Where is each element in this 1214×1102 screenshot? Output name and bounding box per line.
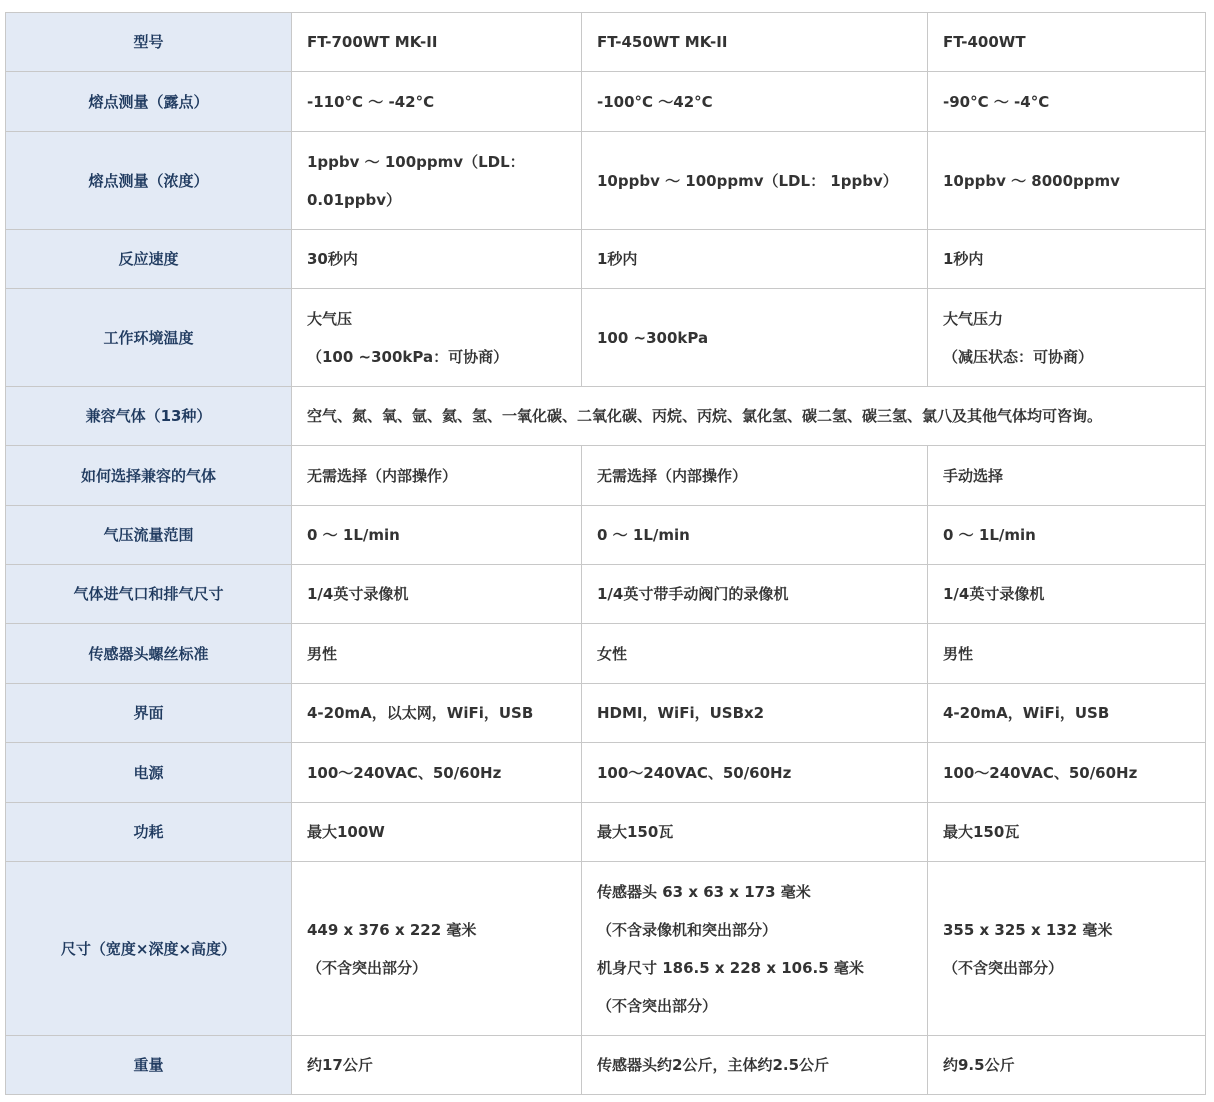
cell-text-line: 0 ～ 1L/min: [943, 526, 1036, 544]
table-cell-ft-700wt: [292, 132, 582, 230]
table-cell-ft-400wt: [928, 132, 1206, 230]
cell-text-line: HDMI，WiFi，USBx2: [597, 704, 765, 722]
table-row: [6, 72, 1206, 132]
cell-text-line: 4-20mA，以太网，WiFi，USB: [307, 704, 534, 722]
cell-text-line: FT-450WT MK-II: [597, 33, 728, 51]
cell-text-line: 10ppbv ～ 100ppmv（LDL： 1ppbv）: [597, 171, 898, 190]
cell-text-line: 1/4英寸带手动阀门的录像机: [597, 585, 789, 603]
table-cell-ft-700wt: [292, 684, 582, 743]
cell-text-line: 大气压力: [943, 309, 1004, 328]
table-row: [6, 624, 1206, 684]
cell-text-line: （减压状态：可协商）: [943, 347, 1094, 366]
table-row: [6, 743, 1206, 803]
table-cell-ft-450wt: [582, 803, 928, 862]
cell-text-line: 最大100W: [307, 823, 385, 841]
row-header: 电源: [6, 743, 292, 803]
row-header: 熔点测量（浓度）: [6, 132, 292, 230]
table-cell-ft-450wt: [582, 565, 928, 624]
table-cell-ft-700wt: [292, 803, 582, 862]
table-cell-ft-700wt: [292, 1036, 582, 1095]
cell-text-line: 大气压: [307, 309, 353, 328]
table-cell-ft-700wt: [292, 289, 582, 387]
cell-text-line: 男性: [943, 644, 974, 663]
table-row: [6, 803, 1206, 862]
cell-text-line: FT-400WT: [943, 33, 1026, 51]
table-cell-ft-450wt: [582, 13, 928, 72]
table-cell-ft-700wt: [292, 446, 582, 506]
row-header: 熔点测量（露点）: [6, 72, 292, 132]
cell-text-line: （不含突出部分）: [307, 958, 428, 977]
cell-text-line: （不含录像机和突出部分）: [597, 920, 778, 939]
cell-text-line: 10ppbv ～ 8000ppmv: [943, 171, 1120, 190]
cell-text-line: （不含突出部分）: [943, 958, 1064, 977]
spec-table-body: [6, 13, 1206, 1095]
table-cell-ft-700wt: [292, 565, 582, 624]
row-header: 兼容气体（13种）: [6, 387, 292, 446]
table-cell-ft-400wt: [928, 624, 1206, 684]
cell-text-line: 1ppbv ～ 100ppmv（LDL：: [307, 152, 525, 171]
cell-text-line: 4-20mA，WiFi，USB: [943, 704, 1110, 722]
table-row: [6, 1036, 1206, 1095]
table-cell-ft-700wt: [292, 743, 582, 803]
cell-text-line: （不含突出部分）: [597, 996, 718, 1015]
table-cell-ft-400wt: [928, 565, 1206, 624]
table-cell-ft-700wt: [292, 72, 582, 132]
table-cell-ft-450wt: [582, 862, 928, 1036]
table-cell-ft-400wt: [928, 446, 1206, 506]
cell-text-line: 449 x 376 x 222 毫米: [307, 920, 477, 939]
table-cell-ft-700wt: [292, 624, 582, 684]
table-cell-all-models: [292, 387, 1206, 446]
cell-text-line: -100°C ～42°C: [597, 92, 713, 111]
cell-text-line: 约9.5公斤: [943, 1056, 1015, 1074]
row-header: 重量: [6, 1036, 292, 1095]
cell-text-line: 0 ～ 1L/min: [307, 526, 400, 544]
cell-text-line: 传感器头 63 x 63 x 173 毫米: [597, 882, 811, 901]
table-cell-ft-450wt: [582, 1036, 928, 1095]
cell-text-line: 男性: [307, 644, 338, 663]
table-row: [6, 862, 1206, 1036]
cell-text-line: 355 x 325 x 132 毫米: [943, 920, 1113, 939]
table-cell-ft-400wt: [928, 506, 1206, 565]
cell-text-line: 100～240VAC、50/60Hz: [307, 763, 502, 782]
table-cell-ft-450wt: [582, 289, 928, 387]
table-cell-ft-450wt: [582, 743, 928, 803]
row-header: 传感器头螺丝标准: [6, 624, 292, 684]
row-header: 尺寸（宽度×深度×高度）: [6, 862, 292, 1036]
table-row: [6, 387, 1206, 446]
table-row: [6, 565, 1206, 624]
table-cell-ft-400wt: [928, 1036, 1206, 1095]
table-row: [6, 13, 1206, 72]
cell-text-line: -110°C ～ -42°C: [307, 92, 435, 111]
table-cell-ft-450wt: [582, 506, 928, 565]
cell-text-line: 手动选择: [943, 466, 1004, 485]
spec-comparison-table: [5, 12, 1206, 1095]
cell-text-line: 空气、氮、氧、氩、氦、氢、一氧化碳、二氧化碳、丙烷、丙烷、氯化氢、碳二氢、碳三氢、氯八及其他气体均可咨询。: [307, 407, 1103, 425]
table-cell-ft-450wt: [582, 684, 928, 743]
row-header: 型号: [6, 13, 292, 72]
cell-text-line: 100～240VAC、50/60Hz: [597, 763, 792, 782]
row-header: 气体进气口和排气尺寸: [6, 565, 292, 624]
table-cell-ft-400wt: [928, 862, 1206, 1036]
row-header: 工作环境温度: [6, 289, 292, 387]
cell-text-line: 0 ～ 1L/min: [597, 526, 690, 544]
cell-text-line: 机身尺寸 186.5 x 228 x 106.5 毫米: [597, 958, 864, 977]
cell-text-line: 最大150瓦: [597, 823, 674, 841]
table-cell-ft-450wt: [582, 72, 928, 132]
table-row: [6, 684, 1206, 743]
cell-text-line: 传感器头约2公斤，主体约2.5公斤: [597, 1056, 830, 1074]
cell-text-line: 1秒内: [597, 250, 638, 268]
cell-text-line: 100～240VAC、50/60Hz: [943, 763, 1138, 782]
table-cell-ft-400wt: [928, 13, 1206, 72]
table-cell-ft-700wt: [292, 230, 582, 289]
row-header: 反应速度: [6, 230, 292, 289]
table-row: [6, 230, 1206, 289]
table-cell-ft-400wt: [928, 289, 1206, 387]
cell-text-line: （100 ~300kPa：可协商）: [307, 347, 509, 366]
cell-text-line: 约17公斤: [307, 1056, 373, 1074]
cell-text-line: 100 ~300kPa: [597, 328, 709, 347]
row-header: 界面: [6, 684, 292, 743]
table-row: [6, 446, 1206, 506]
table-cell-ft-450wt: [582, 446, 928, 506]
row-header: 功耗: [6, 803, 292, 862]
cell-text-line: 1/4英寸录像机: [943, 585, 1045, 603]
table-cell-ft-400wt: [928, 803, 1206, 862]
cell-text-line: FT-700WT MK-II: [307, 33, 438, 51]
table-cell-ft-400wt: [928, 72, 1206, 132]
table-cell-ft-400wt: [928, 743, 1206, 803]
table-cell-ft-400wt: [928, 684, 1206, 743]
table-row: [6, 132, 1206, 230]
table-row: [6, 506, 1206, 565]
cell-text-line: 无需选择（内部操作）: [597, 466, 748, 485]
cell-text-line: 1/4英寸录像机: [307, 585, 409, 603]
cell-text-line: 0.01ppbv）: [307, 190, 401, 209]
table-cell-ft-450wt: [582, 132, 928, 230]
cell-text-line: 女性: [597, 644, 628, 663]
row-header: 气压流量范围: [6, 506, 292, 565]
cell-text-line: 30秒内: [307, 250, 358, 268]
cell-text-line: 最大150瓦: [943, 823, 1020, 841]
cell-text-line: 无需选择（内部操作）: [307, 466, 458, 485]
table-row: [6, 289, 1206, 387]
table-cell-ft-400wt: [928, 230, 1206, 289]
cell-text-line: -90°C ～ -4°C: [943, 92, 1050, 111]
table-cell-ft-700wt: [292, 862, 582, 1036]
table-cell-ft-700wt: [292, 506, 582, 565]
table-cell-ft-700wt: [292, 13, 582, 72]
table-cell-ft-450wt: [582, 230, 928, 289]
table-cell-ft-450wt: [582, 624, 928, 684]
cell-text-line: 1秒内: [943, 250, 984, 268]
row-header: 如何选择兼容的气体: [6, 446, 292, 506]
